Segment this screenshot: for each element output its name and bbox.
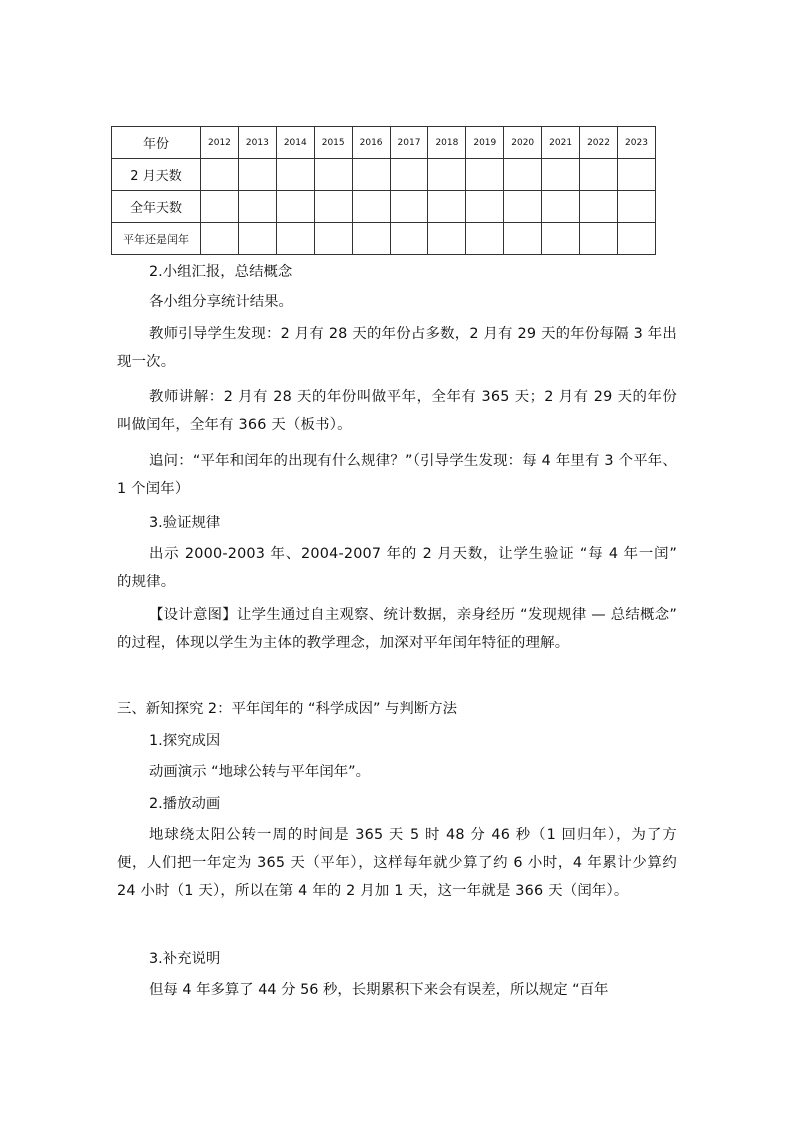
blank-cell[interactable] (542, 159, 580, 191)
table-row (112, 191, 656, 223)
blank-cell[interactable] (580, 159, 618, 191)
year-cell: 2014 (276, 127, 314, 159)
blank-cell[interactable] (314, 191, 352, 223)
year-cell: 2012 (201, 127, 239, 159)
year-cell: 2020 (504, 127, 542, 159)
subheading: 3.补充说明 (149, 951, 221, 967)
year-cell: 2023 (617, 127, 655, 159)
blank-cell[interactable] (314, 159, 352, 191)
blank-cell[interactable] (504, 159, 542, 191)
blank-cell[interactable] (617, 223, 655, 255)
year-cell: 2015 (314, 127, 352, 159)
blank-cell[interactable] (276, 223, 314, 255)
subheading: 2.小组汇报，总结概念 (149, 264, 293, 280)
blank-cell[interactable] (238, 159, 276, 191)
paragraph: 各小组分享统计结果。 (149, 294, 293, 310)
subheading: 2.播放动画 (149, 796, 221, 812)
blank-cell[interactable] (201, 223, 239, 255)
blank-cell[interactable] (352, 159, 390, 191)
row-label: 平年还是闰年 (112, 223, 201, 255)
blank-cell[interactable] (276, 159, 314, 191)
row-label: 全年天数 (112, 191, 201, 223)
blank-cell[interactable] (580, 191, 618, 223)
blank-cell[interactable] (428, 223, 466, 255)
blank-cell[interactable] (352, 191, 390, 223)
paragraph: 教师讲解：2 月有 28 天的年份叫做平年，全年有 365 天；2 月有 29 天的年份叫做闰年，全年有 366 天（板书）。 (117, 389, 677, 433)
blank-cell[interactable] (504, 191, 542, 223)
year-cell: 2022 (580, 127, 618, 159)
subheading: 3.验证规律 (149, 515, 221, 531)
table-row (112, 159, 656, 191)
year-cell: 2017 (390, 127, 428, 159)
blank-cell[interactable] (201, 191, 239, 223)
blank-cell[interactable] (617, 159, 655, 191)
blank-cell[interactable] (390, 223, 428, 255)
blank-cell[interactable] (580, 223, 618, 255)
blank-cell[interactable] (466, 223, 504, 255)
blank-cell[interactable] (390, 191, 428, 223)
leap-year-table (111, 126, 656, 255)
year-cell: 2018 (428, 127, 466, 159)
blank-cell[interactable] (238, 223, 276, 255)
blank-cell[interactable] (504, 223, 542, 255)
year-cell: 2019 (466, 127, 504, 159)
blank-cell[interactable] (466, 159, 504, 191)
blank-cell[interactable] (201, 159, 239, 191)
row-label: 2 月天数 (112, 159, 201, 191)
blank-cell[interactable] (428, 159, 466, 191)
blank-cell[interactable] (466, 191, 504, 223)
blank-cell[interactable] (238, 191, 276, 223)
blank-cell[interactable] (276, 191, 314, 223)
paragraph: 但每 4 年多算了 44 分 56 秒，长期累积下来会有误差，所以规定 “百年 (149, 982, 609, 998)
paragraph: 追问：“平年和闰年的出现有什么规律？”（引导学生发现：每 4 年里有 3 个平年、1 个闰年） (117, 453, 677, 497)
table-row (112, 223, 656, 255)
blank-cell[interactable] (542, 223, 580, 255)
year-cell: 2013 (238, 127, 276, 159)
blank-cell[interactable] (428, 191, 466, 223)
blank-cell[interactable] (617, 191, 655, 223)
blank-cell[interactable] (542, 191, 580, 223)
design-intent-paragraph: 【设计意图】让学生通过自主观察、统计数据，亲身经历 “发现规律 — 总结概念” 的过程，体现以学生为主体的教学理念，加深对平年闰年特征的理解。 (117, 607, 677, 651)
blank-cell[interactable] (390, 159, 428, 191)
paragraph: 地球绕太阳公转一周的时间是 365 天 5 时 48 分 46 秒（1 回归年），为了方便，人们把一年定为 365 天（平年），这样每年就少算了约 6 小时，4 年累计少算约 24 小时（1 天），所以在第 4 年的 2 月加 1 天，这一年就是 366 天（闰年）。 (117, 827, 677, 899)
year-cell: 2021 (542, 127, 580, 159)
paragraph: 出示 2000-2003 年、2004-2007 年的 2 月天数，让学生验证 “每 4 年一闰” 的规律。 (117, 546, 677, 590)
paragraph: 动画演示 “地球公转与平年闰年”。 (149, 764, 370, 780)
table-header-row (112, 127, 656, 159)
subheading: 1.探究成因 (149, 733, 221, 749)
paragraph: 教师引导学生发现：2 月有 28 天的年份占多数，2 月有 29 天的年份每隔 3 年出现一次。 (117, 326, 677, 370)
year-cell: 2016 (352, 127, 390, 159)
section-heading: 三、新知探究 2：平年闰年的 “科学成因” 与判断方法 (117, 701, 457, 717)
table-row-header: 年份 (112, 127, 201, 159)
blank-cell[interactable] (314, 223, 352, 255)
blank-cell[interactable] (352, 223, 390, 255)
